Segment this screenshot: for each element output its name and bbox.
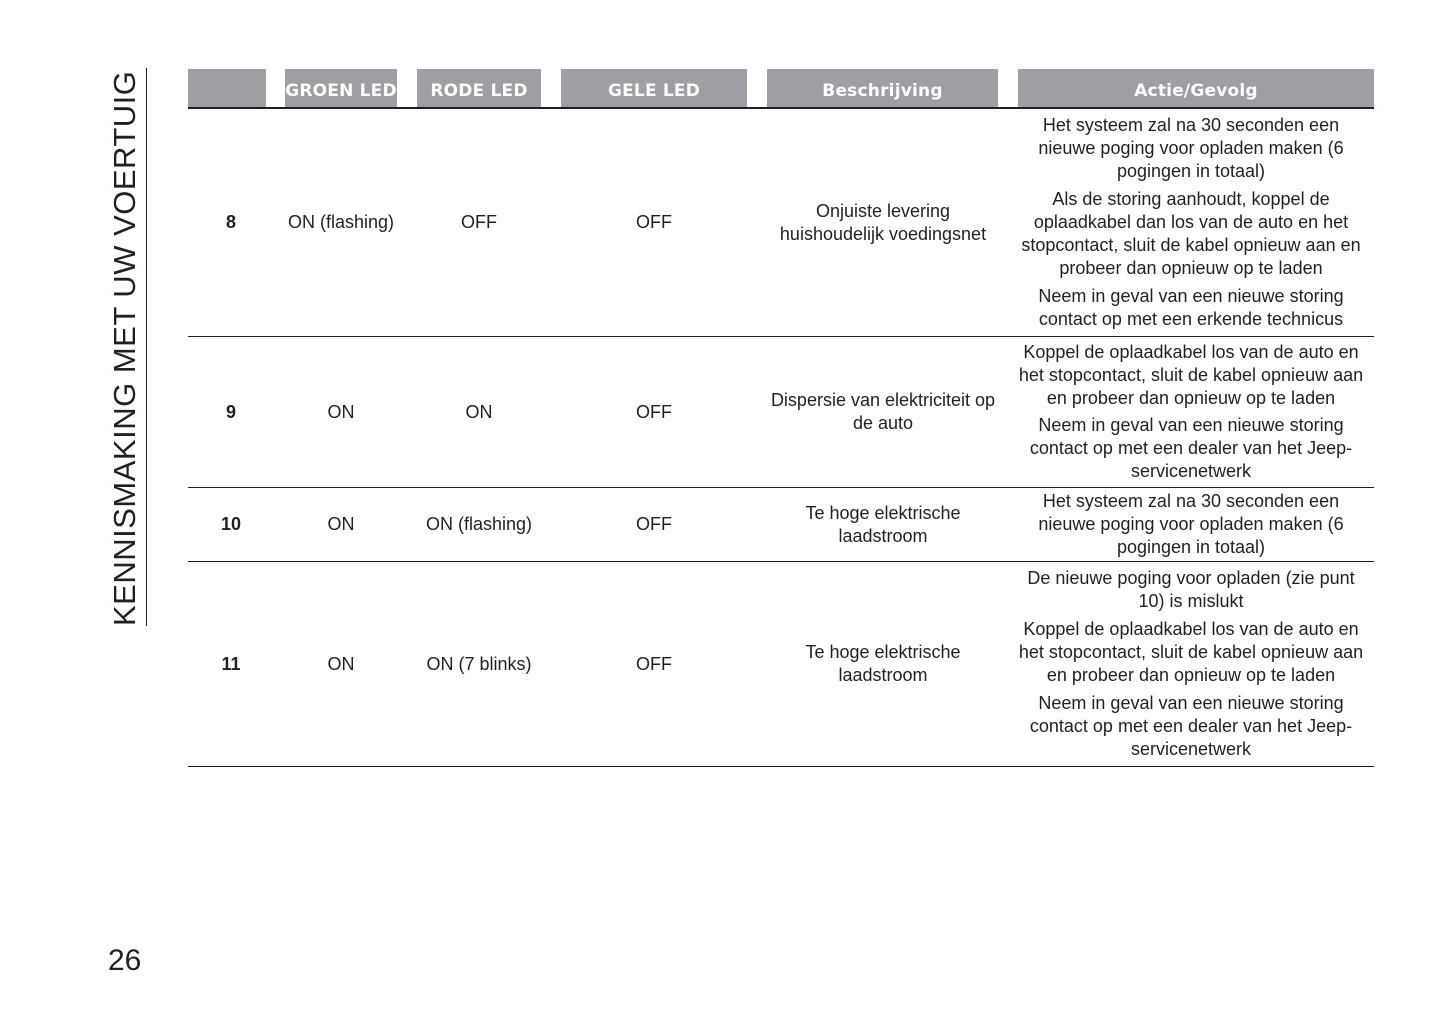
action-item: Het systeem zal na 30 seconden een nieuwe poging voor opladen maken (6 pogingen in totaal) [1038,115,1344,181]
green-led-state: ON [327,514,355,534]
header-cell-number [188,69,266,107]
action-item: Neem in geval van een nieuwe storing contact op met een dealer van het Jeep-servicenetwerk [1029,415,1353,481]
red-led-state: ON (7 blinks) [426,653,532,674]
action-list [1018,109,1364,336]
description: Te hoge elektrische laadstroom [805,502,961,546]
yellow-led-state: OFF [636,401,672,422]
description: Onjuiste levering huishoudelijk voedingsnet [779,200,987,244]
section-title-text: KENNISMAKING MET UW VOERTUIG [107,70,142,626]
description: Te hoge elektrische laadstroom [805,642,961,685]
action-item: Neem in geval van een nieuwe storing contact op met een dealer van het Jeep-servicenetwerk [1029,693,1353,759]
action-list [1018,562,1364,766]
row-number: 10 [220,514,242,534]
red-led-state: ON [465,401,493,422]
header-cell-action: Actie/Gevolg [1018,69,1374,107]
description: Dispersie van elektriciteit op de auto [770,390,996,433]
section-title-vertical [104,68,147,626]
yellow-led-state: OFF [636,653,672,674]
table-row [188,488,1374,562]
green-led-state: ON [327,401,355,422]
header-cell-yellow-led: GELE LED [561,69,747,107]
yellow-led-state: OFF [636,514,672,534]
action-item: Koppel de oplaadkabel los van de auto en het stopcontact, sluit de kabel opnieuw aan en probeer dan opnieuw op te laden [1018,619,1364,685]
table-row [188,337,1374,488]
action-list [1018,488,1364,561]
action-item: Als de storing aanhoudt, koppel de oplaadkabel dan los van de auto en het stopcontact, sluit de kabel opnieuw aan en probeer dan opnieuw op te laden [1021,189,1361,278]
action-item: Neem in geval van een nieuwe storing contact op met een erkende technicus [1038,286,1344,329]
page-number: 26 [108,944,142,977]
row-number: 11 [221,653,241,674]
header-cell-green-led: GROEN LED [285,69,397,107]
yellow-led-state: OFF [636,212,672,232]
table-row [188,109,1374,337]
table-row [188,562,1374,767]
action-list [1018,337,1364,487]
table-header [188,69,1374,109]
green-led-state: ON (flashing) [287,212,395,232]
green-led-state: ON [327,653,355,674]
header-cell-red-led: RODE LED [417,69,541,107]
red-led-state: OFF [461,212,497,232]
header-cell-description: Beschrijving [767,69,998,107]
row-number: 8 [225,212,236,232]
action-item: De nieuwe poging voor opladen (zie punt 10) is mislukt [1027,568,1355,611]
red-led-state: ON (flashing) [425,514,533,534]
action-item: Het systeem zal na 30 seconden een nieuwe poging voor opladen maken (6 pogingen in totaal) [1038,491,1344,557]
row-number: 9 [225,401,236,422]
action-item: Koppel de oplaadkabel los van de auto en het stopcontact, sluit de kabel opnieuw aan en probeer dan opnieuw op te laden [1018,342,1364,408]
